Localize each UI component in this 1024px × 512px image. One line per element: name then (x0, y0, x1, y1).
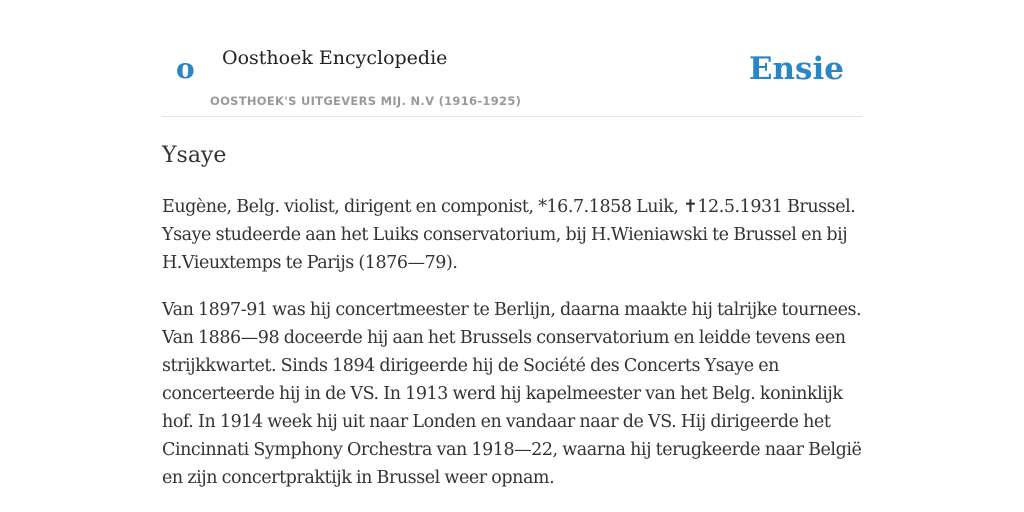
entry-title: Ysaye (162, 143, 227, 168)
ensie-brand-link[interactable]: Ensie (748, 51, 844, 87)
site-title[interactable]: Oosthoek Encyclopedie (222, 47, 448, 69)
entry-paragraph: Van 1897-91 was hij concertmeester te Berlijn, daarna maakte hij talrijke tournees. Van 1886—98 doceerde hij aan het Brussels conservatorium en leidde tevens een strijkkwartet. Sinds 1894 dirigeerde hij de Société des Concerts Ysaye en concerteerde hij in de VS. In 1913 werd hij kapelmeester van het Belg. koninklijk hof. In 1914 week hij uit naar Londen en vandaar naar de VS. Hij dirigeerde het Cincinnati Symphony Orchestra van 1918—22, waarna hij terugkeerde naar België en zijn concertpraktijk in Brussel weer opnam. (162, 300, 862, 488)
site-logo-icon[interactable]: o (176, 52, 195, 85)
page-container (162, 0, 862, 492)
entry-paragraph: Eugène, Belg. violist, dirigent en componist, *16.7.1858 Luik, ✝12.5.1931 Brussel. Ysaye studeerde aan het Luiks conservatorium, bij H.Wieniawski te Brussel en bij H.Vieuxtemps te Parijs (1876—79). (162, 197, 856, 273)
site-header (162, 0, 862, 117)
publisher-subtitle: OOSTHOEK'S UITGEVERS MIJ. N.V (1916-1925) (210, 94, 522, 108)
